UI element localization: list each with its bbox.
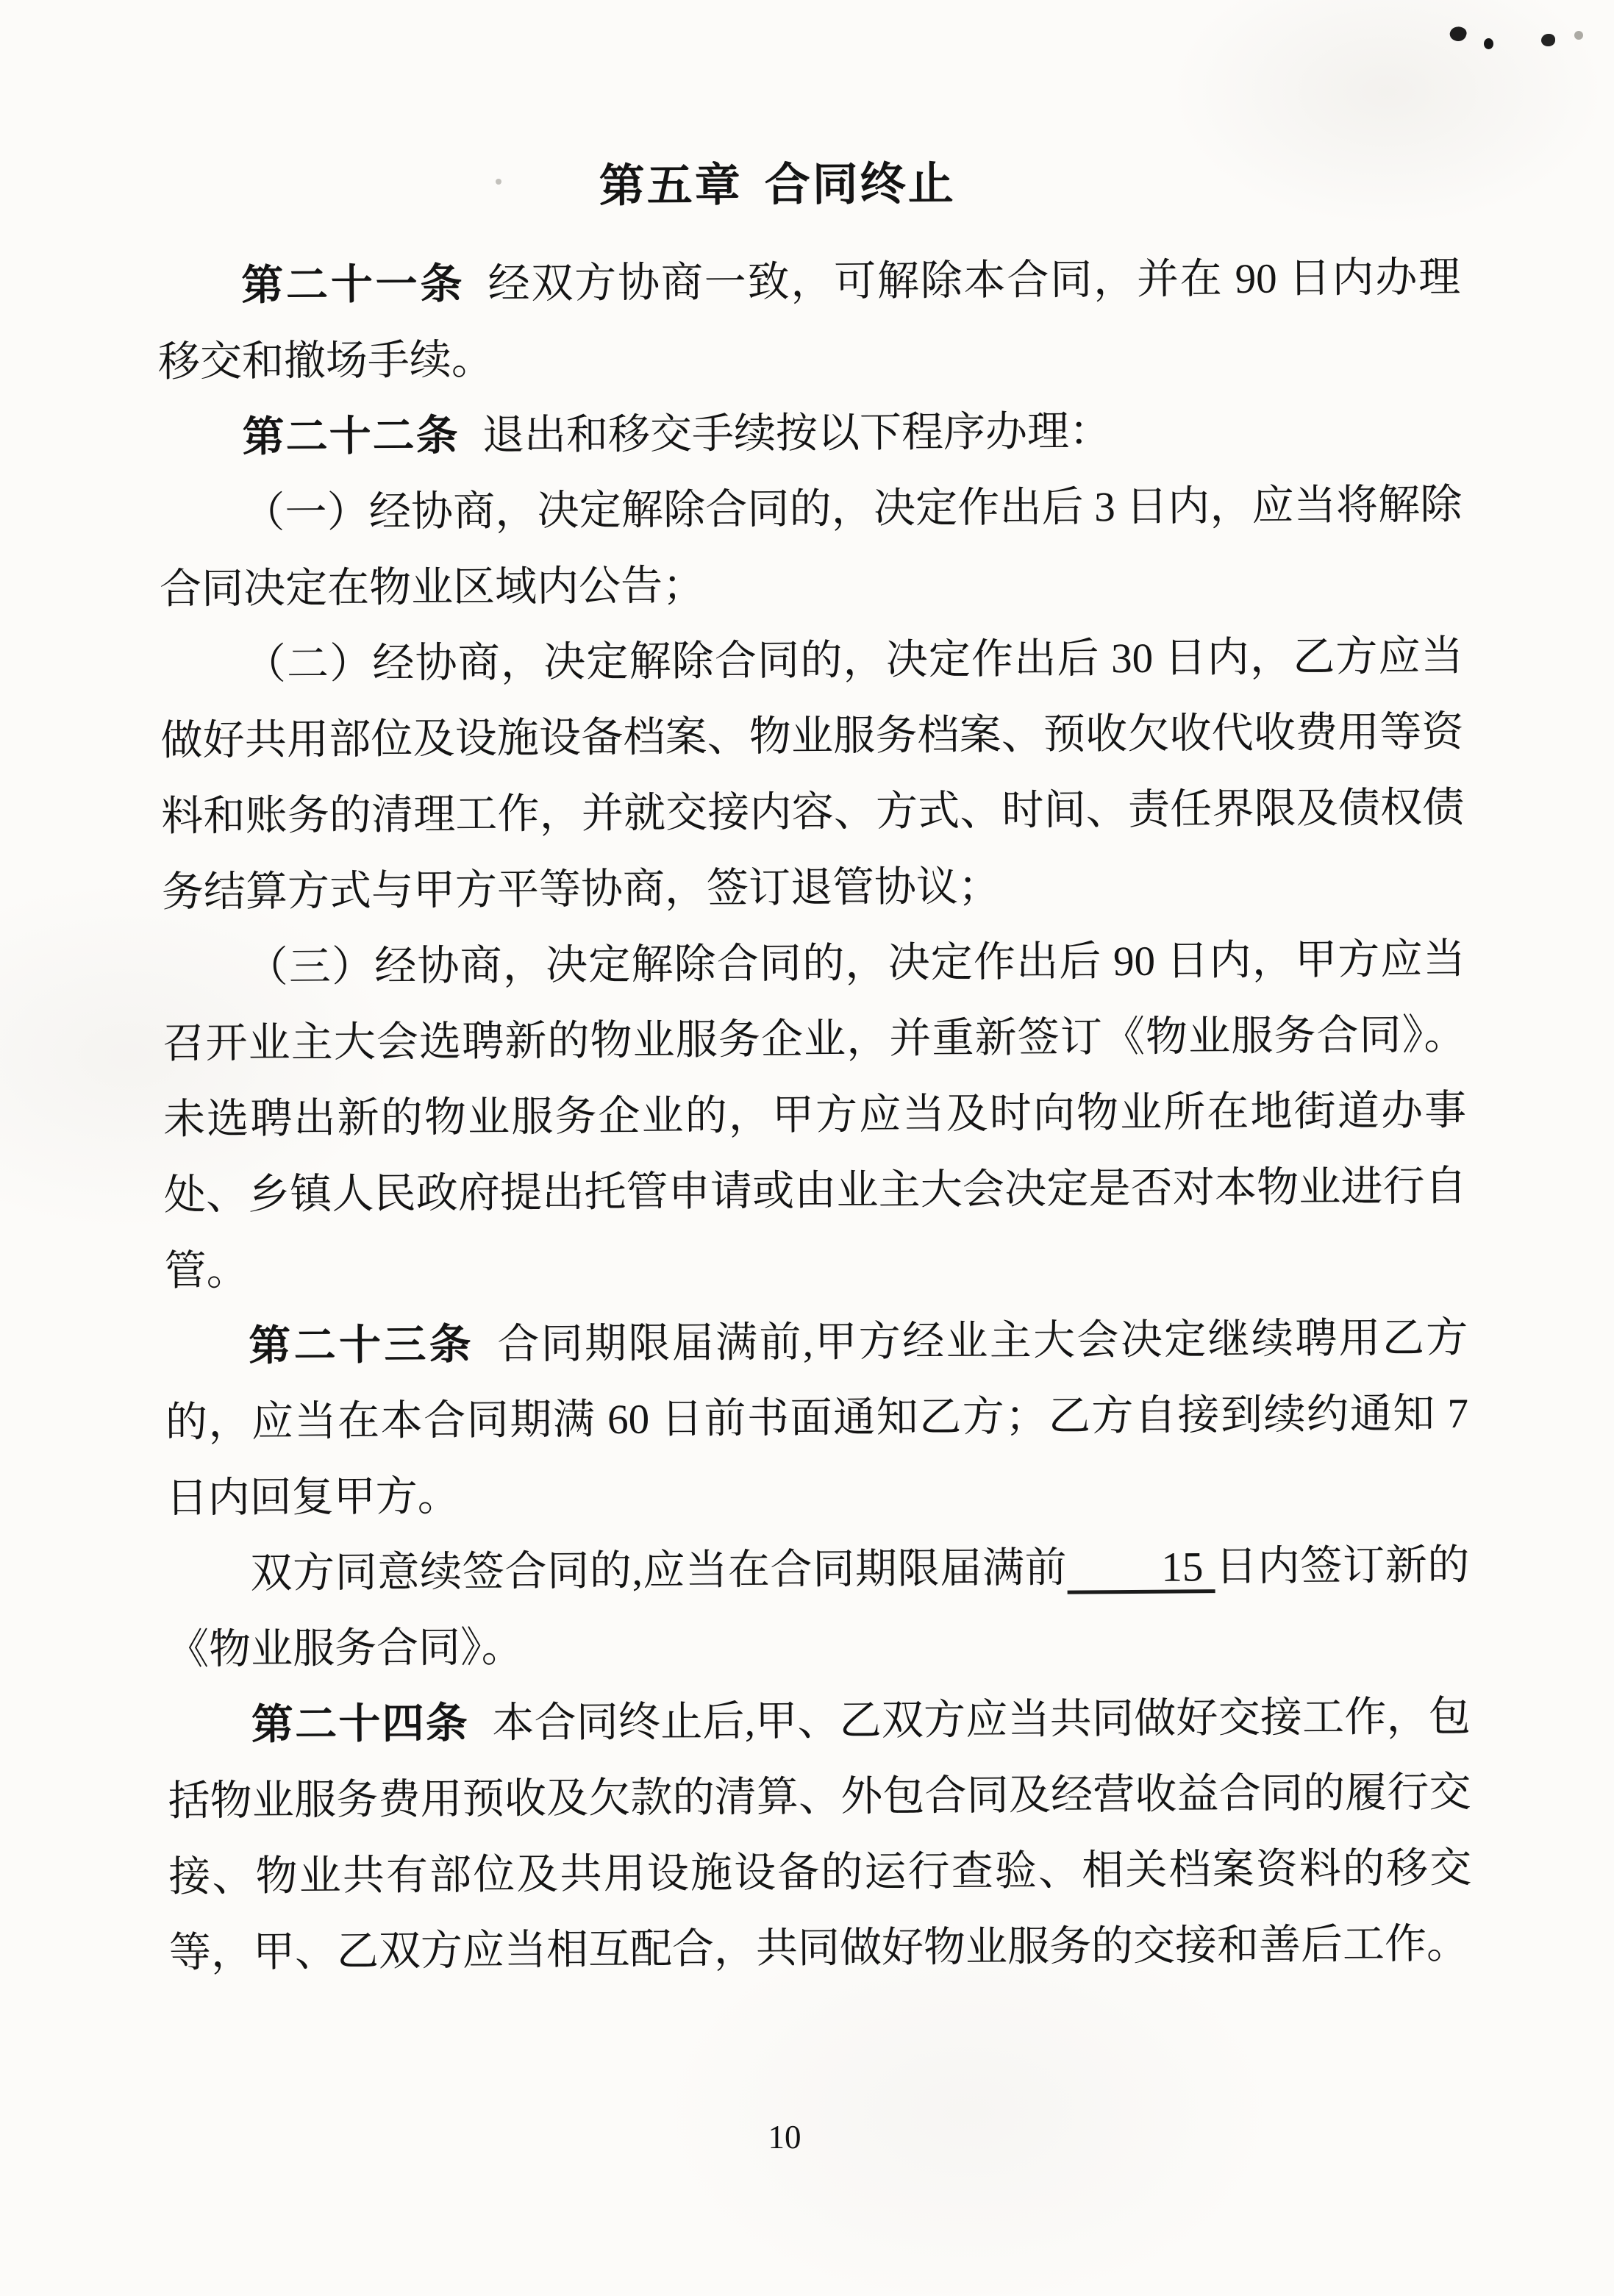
clause-22-item-2 [160, 618, 1465, 930]
clause-21-text: 经双方协商一致，可解除本合同，并在 90 日内办理移交和撤场手续。 [157, 254, 1461, 386]
filled-blank-days: 15 [1067, 1545, 1215, 1594]
scan-artifact-dot [1574, 31, 1583, 40]
clause-22-item-1 [159, 467, 1463, 627]
clause-23-number: 第二十三条 [249, 1322, 475, 1370]
renewal-clause [166, 1527, 1470, 1688]
clause-23 [165, 1300, 1469, 1536]
clause-22-text: 退出和移交手续按以下程序办理： [482, 408, 1112, 460]
clause-24-text: 本合同终止后,甲、乙双方应当共同做好交接工作，包括物业服务费用预收及欠款的清算、外包合同及经营收益合同的履行交接、物业共有部位及共用设施设备的运行查验、相关档案资料的移交等，甲、乙双方应当相互配合，共同做好物业服务的交接和善后工作。 [168, 1693, 1472, 1977]
page-content [157, 151, 1472, 1991]
chapter-name: 合同终止 [764, 159, 957, 211]
renewal-text-after: 日内签订新的《物业服务合同》。 [166, 1541, 1470, 1674]
clause-22-item-3-text: （三）经协商，决定解除合同的，决定作出后 90 日内，甲方应当召开业主大会选聘新的物业服务企业，并重新签订《物业服务合同》。未选聘出新的物业服务企业的，甲方应当及时向物业所在地街道办事处、乡镇人民政府提出托管申请或由业主大会决定是否对本物业进行自管。 [163, 935, 1468, 1295]
scan-artifact-dot [1484, 38, 1493, 49]
clause-22 [158, 391, 1462, 476]
clause-24-number: 第二十四条 [251, 1700, 470, 1749]
clause-23-text: 合同期限届满前,甲方经业主大会决定继续聘用乙方的，应当在本合同期满 60 日前书面通知乙方；乙方自接到续约通知 7 日内回复甲方。 [165, 1314, 1469, 1522]
contract-body [157, 240, 1472, 1991]
clause-21-number: 第二十一条 [240, 261, 465, 310]
clause-22-item-1-text: （一）经协商，决定解除合同的，决定作出后 3 日内，应当将解除合同决定在物业区域内公告； [159, 481, 1463, 613]
clause-24 [168, 1679, 1473, 1991]
clause-22-item-2-text: （二）经协商，决定解除合同的，决定作出后 30 日内，乙方应当做好共用部位及设施设备档案、物业服务档案、预收欠收代收费用等资料和账务的清理工作，并就交接内容、方式、时间、责任界限及债权债务结算方式与甲方平等协商，签订退管协议； [160, 632, 1465, 916]
chapter-title [126, 151, 1429, 219]
scan-artifact-dot [1448, 24, 1468, 43]
clause-21 [157, 240, 1461, 400]
clause-22-number: 第二十二条 [242, 413, 460, 461]
renewal-text-before: 双方同意续签合同的,应当在合同期限届满前 [250, 1544, 1068, 1597]
page-number: 10 [768, 2119, 801, 2156]
clause-22-item-3 [162, 921, 1468, 1309]
scan-artifact-dot [1541, 34, 1555, 46]
chapter-number: 第五章 [599, 160, 743, 212]
